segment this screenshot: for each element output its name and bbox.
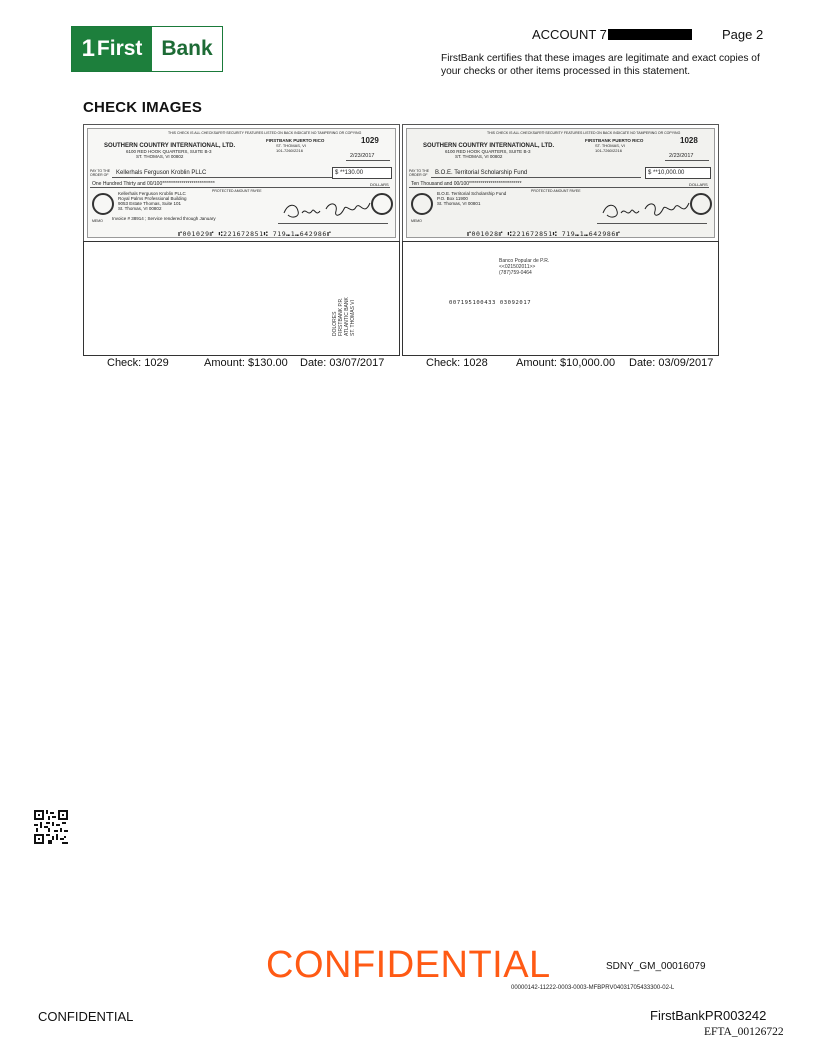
check-1-caption-amount: Amount: $130.00 bbox=[204, 357, 288, 369]
check-2-back-numbers: 007195100433 03092017 bbox=[449, 300, 532, 306]
check-1-bank-code: 101-7260/2216 bbox=[276, 148, 303, 153]
check-1-endorsement-1: DOLORES bbox=[332, 311, 338, 336]
check-1-written-amount: One Hundred Thirty and 00/100*************************** bbox=[92, 181, 215, 187]
firstbank-logo bbox=[71, 26, 223, 72]
check-1-banner: THIS CHECK IS ALL CHECKSAFE® SECURITY FEATURES LISTED ON BACK INDICATE NO TAMPERING OR COPYING bbox=[168, 131, 362, 135]
check-1-memo-label: MEMO bbox=[92, 219, 103, 223]
check-2-address-line-1: B.O.E. Territorial Scholarship Fund bbox=[437, 191, 507, 196]
check-2-address-block bbox=[437, 191, 506, 206]
check-2-signature bbox=[597, 195, 697, 223]
check-1-bank-name: FIRSTBANK PUERTO RICO bbox=[266, 138, 325, 143]
check-1-bank-city: ST. THOMAS, VI bbox=[276, 143, 306, 148]
logo-green-block bbox=[72, 27, 152, 71]
check-1-address-line-1: Kellerhals Ferguson Kroblin PLLC bbox=[118, 191, 186, 196]
check-1-date-line bbox=[346, 160, 390, 161]
check-2-payee-line bbox=[431, 177, 641, 178]
check-1-address1: 6100 RED HOOK QUARTERS, SUITE B-3 bbox=[126, 149, 212, 154]
check-2-amount-box bbox=[645, 167, 711, 179]
check-2-paper bbox=[406, 128, 715, 238]
check-2-protected: PROTECTED AMOUNT PAYEE bbox=[531, 189, 581, 193]
check-2-signature-line bbox=[597, 223, 707, 224]
check-1-date: 2/23/2017 bbox=[350, 153, 375, 159]
firstbank-bates-number: FirstBankPR003242 bbox=[650, 1008, 767, 1023]
check-1-caption-number: Check: 1029 bbox=[107, 357, 169, 369]
check-1-endorsement bbox=[332, 270, 358, 336]
check-1-address-line-2: Royal Palms Professional Building bbox=[118, 196, 187, 201]
check-2-micr: ⑈001028⑈ ⑆221672851⑆ 719⑉1⑉642986⑈ bbox=[467, 230, 621, 238]
confidential-stamp: CONFIDENTIAL bbox=[266, 944, 551, 986]
check-1-micr: ⑈001029⑈ ⑆221672851⑆ 719⑉1⑉642986⑈ bbox=[178, 230, 332, 238]
check-1-dollars: DOLLARS bbox=[370, 182, 389, 187]
check-1-endorsement-4: ST. THOMAS VI bbox=[350, 299, 356, 336]
check-1-pay-label: PAY TO THE ORDER OF bbox=[90, 169, 111, 177]
check-2-payee: B.O.E. Territorial Scholarship Fund bbox=[435, 170, 528, 176]
check-1-amount-box bbox=[332, 167, 392, 179]
check-2-bank-name: FIRSTBANK PUERTO RICO bbox=[585, 138, 644, 143]
check-2-bank-code: 101-7260/2216 bbox=[595, 148, 622, 153]
check-2-address1: 6100 RED HOOK QUARTERS, SUITE B-3 bbox=[445, 149, 531, 154]
check-1-payee: Kellerhals Ferguson Kroblin PLLC bbox=[116, 170, 207, 176]
check-2-written-amount: Ten Thousand and 00/100*************************** bbox=[411, 181, 522, 187]
check-1-signature bbox=[278, 195, 378, 223]
account-label bbox=[532, 27, 692, 42]
check-2-company: SOUTHERN COUNTRY INTERNATIONAL, LTD. bbox=[423, 143, 555, 149]
check-1-hole-left bbox=[92, 193, 114, 215]
check-1-address-line-3: 9053 Estate Thomas, Suite 101 bbox=[118, 201, 181, 206]
efta-number: EFTA_00126722 bbox=[704, 1026, 784, 1038]
page-number: Page 2 bbox=[722, 27, 764, 42]
check-2-back-stamp-2: <<021502011>> bbox=[499, 264, 536, 270]
check-1-address2: ST. THOMAS, VI 00802 bbox=[136, 154, 184, 159]
check-2-number: 1028 bbox=[680, 136, 698, 145]
check-2-hole-left bbox=[411, 193, 433, 215]
account-redaction bbox=[608, 29, 692, 40]
account-text: ACCOUNT 7 bbox=[532, 27, 607, 42]
certification-text: FirstBank certifies that these images are legitimate and exact copies of your checks or other items processed in this statement. bbox=[441, 53, 760, 77]
check-2-caption-number: Check: 1028 bbox=[426, 357, 488, 369]
check-1-address-block bbox=[118, 191, 187, 211]
check-2-caption-amount: Amount: $10,000.00 bbox=[516, 357, 616, 369]
check-2-back bbox=[402, 241, 719, 356]
check-2-address2: ST. THOMAS, VI 00802 bbox=[455, 154, 503, 159]
check-2-back-stamp-1: Banco Popular de P.R. bbox=[499, 258, 550, 264]
check-1-address-line-4: St. Thomas, VI 00802 bbox=[118, 206, 162, 211]
check-2-date-line bbox=[665, 160, 709, 161]
check-2-dollars: DOLLARS bbox=[689, 182, 708, 187]
section-title: CHECK IMAGES bbox=[83, 99, 203, 116]
check-1-amount: $ **130.00 bbox=[335, 170, 364, 176]
check-1-back bbox=[83, 241, 400, 356]
check-2-caption-date: Date: 03/09/2017 bbox=[629, 357, 714, 369]
sdny-bates-number: SDNY_GM_00016079 bbox=[606, 961, 706, 972]
check-2-back-stamp-3: (787)759-0464 bbox=[499, 270, 532, 276]
confidential-footer: CONFIDENTIAL bbox=[38, 1009, 134, 1024]
logo-first: First bbox=[96, 37, 143, 60]
check-1-front bbox=[83, 124, 400, 242]
qr-code bbox=[34, 810, 68, 844]
check-1-memo: Invoice # 38914 ; Service rendered through January bbox=[112, 216, 216, 221]
check-2-front bbox=[402, 124, 719, 242]
logo-one: 1 bbox=[81, 35, 95, 62]
logo-bank: Bank bbox=[152, 27, 222, 71]
check-2-address-line-3: St. Thomas, VI 00801 bbox=[437, 201, 481, 206]
check-1-endorsement-3: ATLANTIC BANK bbox=[344, 297, 350, 336]
check-1-protected: PROTECTED AMOUNT PAYEE bbox=[212, 189, 262, 193]
check-2-bank-city: ST. THOMAS, VI bbox=[595, 143, 625, 148]
check-1-endorsement-2: FIRSTBANK P.R. bbox=[338, 297, 344, 336]
check-2-address-line-2: P.O. Box 11900 bbox=[437, 196, 468, 201]
check-2-memo-label: MEMO bbox=[411, 219, 422, 223]
check-1-signature-line bbox=[278, 223, 388, 224]
check-1-number: 1029 bbox=[361, 136, 379, 145]
check-2-amount: $ **10,000.00 bbox=[648, 170, 685, 176]
check-2-pay-label: PAY TO THE ORDER OF bbox=[409, 169, 430, 177]
check-1-company: SOUTHERN COUNTRY INTERNATIONAL, LTD. bbox=[104, 143, 236, 149]
check-1-paper bbox=[87, 128, 396, 238]
check-1-caption-date: Date: 03/07/2017 bbox=[300, 357, 385, 369]
document-control-number: 00000142-11222-0003-0003-MFBPRV04031705433300-02-L bbox=[511, 985, 675, 991]
check-1-payee-line bbox=[112, 177, 332, 178]
check-2-banner: THIS CHECK IS ALL CHECKSAFE® SECURITY FEATURES LISTED ON BACK INDICATE NO TAMPERING OR COPYING bbox=[487, 131, 681, 135]
check-2-date: 2/23/2017 bbox=[669, 153, 694, 159]
